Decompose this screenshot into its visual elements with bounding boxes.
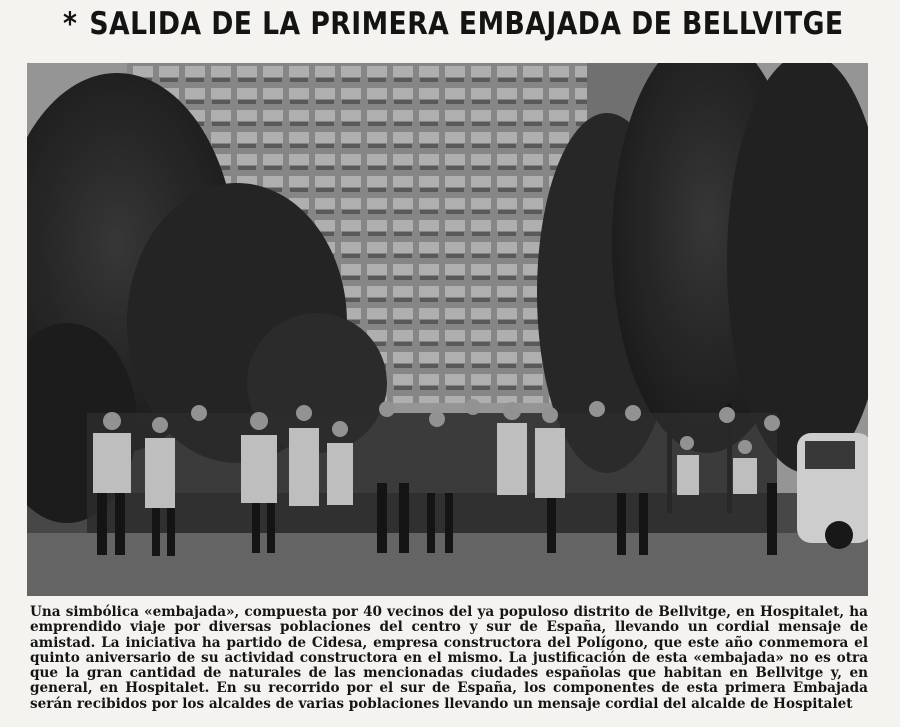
news-photo (27, 63, 868, 596)
headline-text: SALIDA DE LA PRIMERA EMBAJADA DE BELLVITGE (89, 6, 844, 42)
caption-text: Una simbólica «embajada», compuesta por 40 vecinos del ya populoso distrito de Bellvitge, en Hospitalet, ha emprendido viaje por diversas poblaciones del centro y sur de España, llevando un cordial mensaje de amistad. La iniciativa ha partido de Cidesa, empresa constructora del Polígono, que este año conmemora el quinto aniversario de su actividad constructora en el mismo. La justificación de esta «embajada» no es otra que la gran cantidad de naturales de las mencionadas ciudades españolas que habitan en Bellvitge y, en general, en Hospitalet. En su recorrido por el sur de España, los componentes de esta primera Embajada serán recibidos por los alcaldes de varias poblaciones llevando un mensaje cordial del alcalde de Hospitalet (30, 604, 868, 712)
photo-caption (30, 605, 868, 712)
asterisk-icon: * (63, 6, 78, 42)
photo-illustration (27, 63, 868, 596)
headline (63, 6, 844, 42)
